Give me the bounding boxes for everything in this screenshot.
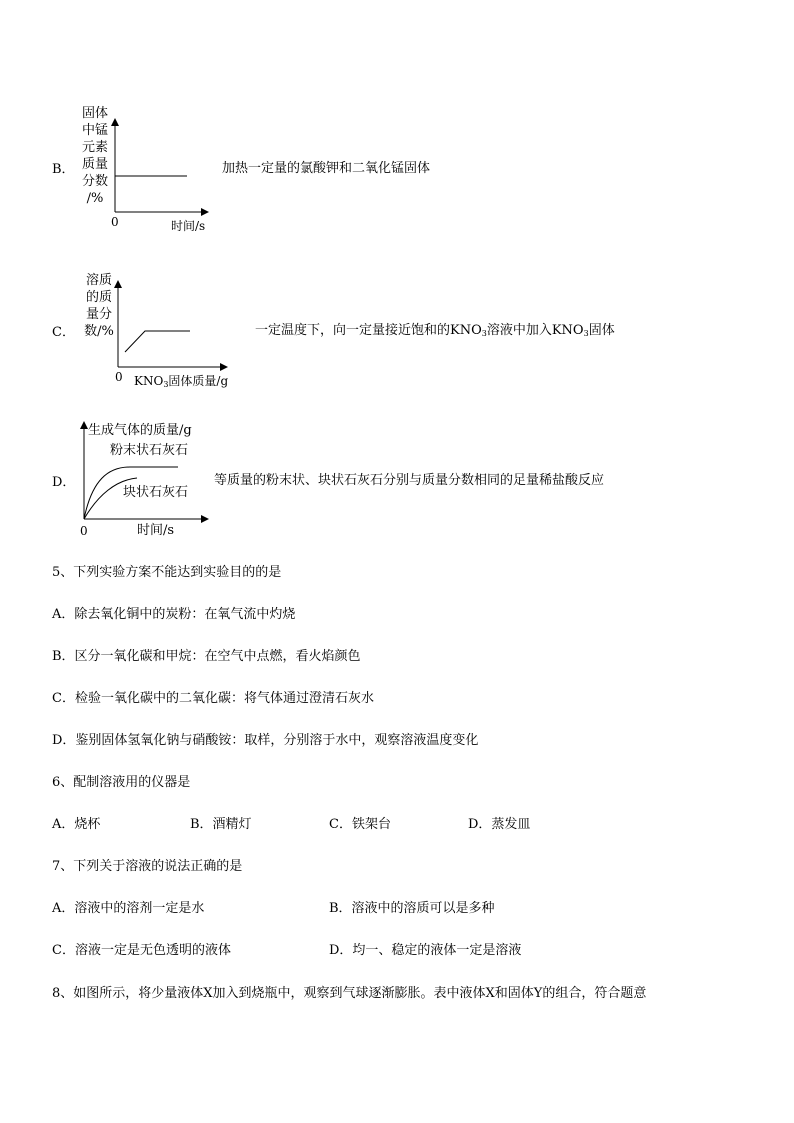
- option-d-x-axis-label: 时间/s: [137, 523, 175, 538]
- option-d-origin: 0: [80, 524, 88, 538]
- question-6-option-d: D．蒸发皿: [468, 817, 531, 832]
- option-d-description: 等质量的粉末状、块状石灰石分别与质量分数相同的足量稀盐酸反应: [214, 473, 605, 488]
- option-c-x-axis-label: $KNO_3$固体质量/g: [134, 374, 229, 389]
- question-7-option-c: C．溶液一定是无色透明的液体: [52, 943, 231, 958]
- option-c-description: 一定温度下，向一定量接近饱和的$KNO_3$溶液中加入$KNO_3$固体: [255, 323, 615, 338]
- option-c-y-axis-label: 溶质 的质 量分 数/%: [84, 273, 114, 339]
- option-d-y-axis-label: 生成气体的质量/g: [88, 423, 192, 438]
- question-7-option-d: D．均一、稳定的液体一定是溶液: [329, 943, 522, 958]
- question-6-stem: 6、配制溶液用的仪器是: [52, 775, 191, 790]
- question-5-option-d: D．鉴别固体氢氧化钠与硝酸铵：取样，分别溶于水中，观察溶液温度变化: [52, 733, 479, 748]
- option-d-curve-powder-label: 粉末状石灰石: [110, 443, 189, 458]
- option-d-label: D．: [52, 475, 76, 490]
- question-5-option-c: C．检验一氧化碳中的二氧化碳：将气体通过澄清石灰水: [52, 691, 374, 706]
- question-6-option-b: B．酒精灯: [190, 817, 252, 832]
- option-c-origin: 0: [115, 370, 123, 384]
- option-d-curve-block-label: 块状石灰石: [123, 485, 189, 500]
- option-b-x-axis-label: 时间/s: [171, 219, 206, 233]
- question-5-stem: 5、下列实验方案不能达到实验目的的是: [52, 565, 282, 580]
- option-b-label: B．: [52, 162, 75, 177]
- question-5-option-b: B．区分一氧化碳和甲烷：在空气中点燃，看火焰颜色: [52, 649, 361, 664]
- option-b-origin: 0: [111, 215, 119, 229]
- question-5-option-a: A．除去氧化铜中的炭粉：在氧气流中灼烧: [52, 607, 296, 622]
- question-8-stem: 8、如图所示，将少量液体X加入到烧瓶中，观察到气球逐渐膨胀。表中液体X和固体Y的组合，符合题意: [52, 986, 647, 1001]
- question-7-option-b: B．溶液中的溶质可以是多种: [329, 901, 495, 916]
- option-c-label: C．: [52, 325, 75, 340]
- question-7-stem: 7、下列关于溶液的说法正确的是: [52, 859, 243, 874]
- option-b-y-axis-label: 固体 中锰 元素 质量 分数 /%: [81, 106, 108, 206]
- option-b-description: 加热一定量的氯酸钾和二氧化锰固体: [222, 161, 431, 176]
- question-6-option-a: A．烧杯: [52, 817, 101, 832]
- question-6-option-c: C．铁架台: [329, 817, 391, 832]
- question-7-option-a: A．溶液中的溶剂一定是水: [52, 901, 205, 916]
